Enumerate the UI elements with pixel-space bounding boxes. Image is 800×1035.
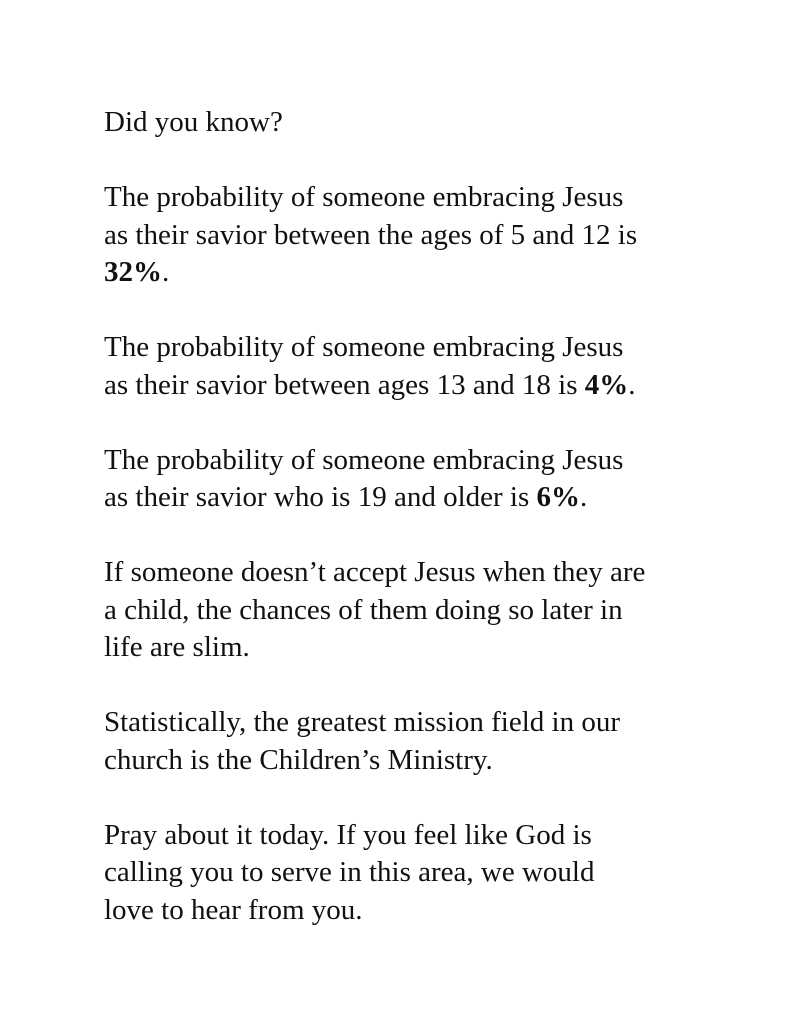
stat-ages-19-plus-line-2 xyxy=(104,479,764,517)
call-to-pray-line-1: Pray about it today. If you feel like God is xyxy=(104,818,592,851)
stat-ages-5-12-paragraph xyxy=(104,179,764,292)
mission-field-line-1: Statistically, the greatest mission field in our xyxy=(104,706,620,738)
stat-value-4: 4% xyxy=(584,368,629,401)
heading-paragraph xyxy=(104,104,764,142)
child-chance-paragraph xyxy=(104,554,764,667)
child-chance-line-2: a child, the chances of them doing so later in xyxy=(104,593,623,626)
stat-ages-5-12-line-3 xyxy=(104,254,764,292)
call-to-pray-paragraph xyxy=(104,817,764,930)
stat-ages-19-plus-period: . xyxy=(580,481,588,513)
call-to-pray-line-3: love to hear from you. xyxy=(104,893,363,926)
stat-ages-13-18-line-2-text: as their savior between ages 13 and 18 is xyxy=(104,368,585,401)
stat-ages-5-12-line-2: as their savior between the ages of 5 and 12 is xyxy=(104,218,638,251)
stat-ages-13-18-line-2 xyxy=(104,367,764,405)
stat-ages-13-18-paragraph xyxy=(104,329,764,404)
child-chance-line-3: life are slim. xyxy=(104,631,250,663)
stat-ages-19-plus-line-1: The probability of someone embracing Jesus xyxy=(104,443,624,476)
mission-field-line-2: church is the Children’s Ministry. xyxy=(104,743,493,776)
stat-value-6: 6% xyxy=(536,481,581,513)
stat-value-32: 32% xyxy=(104,256,162,288)
stat-ages-13-18-period: . xyxy=(628,368,636,401)
stat-ages-5-12-line-1: The probability of someone embracing Jesus xyxy=(104,181,624,213)
child-chance-line-1: If someone doesn’t accept Jesus when they are xyxy=(104,556,646,588)
stat-ages-19-plus-line-2-text: as their savior who is 19 and older is xyxy=(104,481,537,513)
heading-text: Did you know? xyxy=(104,106,283,138)
mission-field-paragraph xyxy=(104,704,764,779)
document-body xyxy=(104,104,764,967)
stat-ages-19-plus-paragraph xyxy=(104,442,764,517)
stat-ages-5-12-period: . xyxy=(162,256,170,288)
stat-ages-13-18-line-1: The probability of someone embracing Jesus xyxy=(104,331,624,363)
call-to-pray-line-2: calling you to serve in this area, we would xyxy=(104,856,595,888)
